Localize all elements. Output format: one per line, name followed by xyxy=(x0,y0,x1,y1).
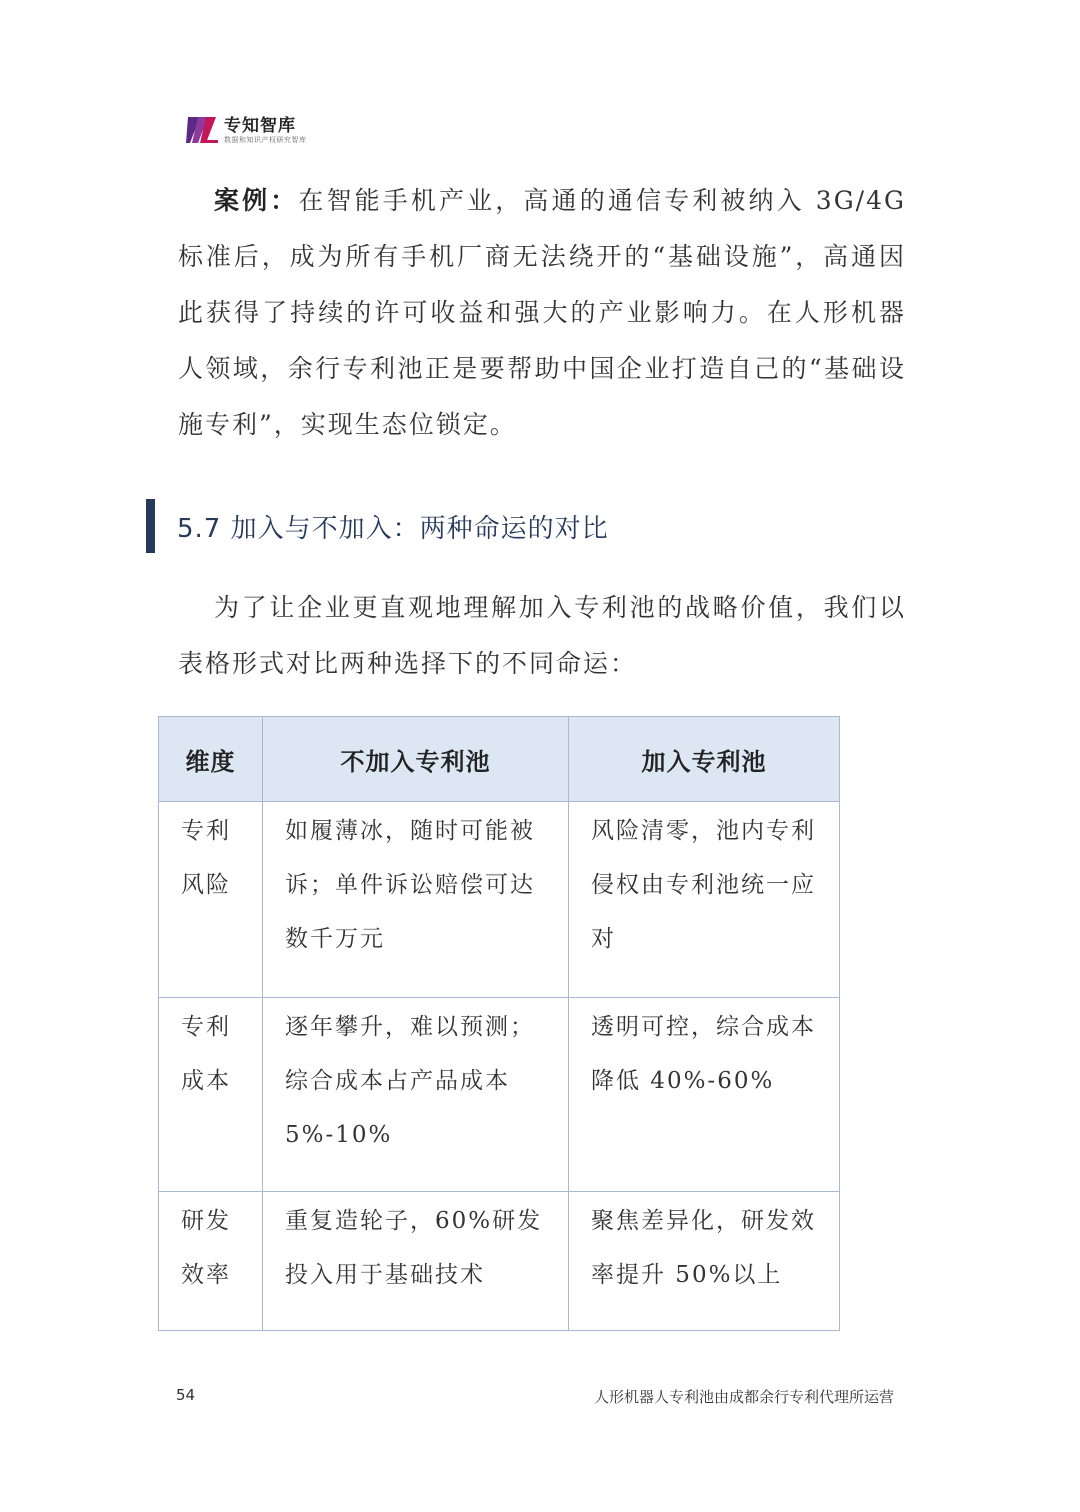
without-pool-text: 如履薄冰，随时可能被诉；单件诉讼赔偿可达数千万元 xyxy=(285,818,535,952)
dimension-text: 专利成本 xyxy=(181,1014,231,1094)
with-pool-text: 透明可控，综合成本降低 40%-60% xyxy=(591,1014,816,1094)
with-pool-cell xyxy=(569,998,840,1192)
page-number: 54 xyxy=(176,1386,196,1404)
dimension-cell xyxy=(159,1192,263,1331)
section-title: 5.7 加入与不加入：两种命运的对比 xyxy=(177,513,609,544)
heading-accent-bar xyxy=(146,499,155,553)
case-paragraph xyxy=(178,173,906,453)
with-pool-text: 聚焦差异化，研发效率提升 50%以上 xyxy=(591,1208,816,1288)
with-pool-cell xyxy=(569,802,840,998)
without-pool-text: 逐年攀升，难以预测；综合成本占产品成本5%-10% xyxy=(285,1014,535,1148)
logo-subtitle: 数据和知识产权研究智库 xyxy=(224,135,307,144)
column-header-without-pool: 不加入专利池 xyxy=(263,717,569,802)
footer-title: 人形机器人专利池由成都余行专利代理所运营 xyxy=(593,1388,894,1406)
dimension-text: 研发效率 xyxy=(181,1208,231,1288)
with-pool-cell xyxy=(569,1192,840,1331)
section-heading xyxy=(146,499,609,553)
dimension-cell xyxy=(159,802,263,998)
comparison-table xyxy=(158,716,840,1331)
without-pool-text: 重复造轮子，60%研发投入用于基础技术 xyxy=(285,1208,543,1288)
intro-paragraph: 为了让企业更直观地理解加入专利池的战略价值，我们以表格形式对比两种选择下的不同命运： xyxy=(178,593,906,678)
logo-mark-icon xyxy=(186,113,220,147)
table-row xyxy=(159,1192,840,1331)
logo-name: 专知智库 xyxy=(224,115,296,136)
without-pool-cell xyxy=(263,1192,569,1331)
table-row xyxy=(159,802,840,998)
case-text: 在智能手机产业，高通的通信专利被纳入 3G/4G 标准后，成为所有手机厂商无法绕开的“基础设施”，高通因此获得了持续的许可收益和强大的产业影响力。在人形机器人领域，余行专利池正是要帮助中国企业打造自己的“基础设施专利”，实现生态位锁定。 xyxy=(178,186,906,439)
dimension-cell xyxy=(159,998,263,1192)
without-pool-cell xyxy=(263,802,569,998)
brand-logo xyxy=(186,113,307,147)
with-pool-text: 风险清零，池内专利侵权由专利池统一应对 xyxy=(591,818,816,952)
dimension-text: 专利风险 xyxy=(181,818,231,898)
table-row xyxy=(159,998,840,1192)
without-pool-cell xyxy=(263,998,569,1192)
column-header-with-pool: 加入专利池 xyxy=(569,717,840,802)
column-header-dimension: 维度 xyxy=(159,717,263,802)
case-label: 案例： xyxy=(214,186,299,215)
table-header-row xyxy=(159,717,840,802)
